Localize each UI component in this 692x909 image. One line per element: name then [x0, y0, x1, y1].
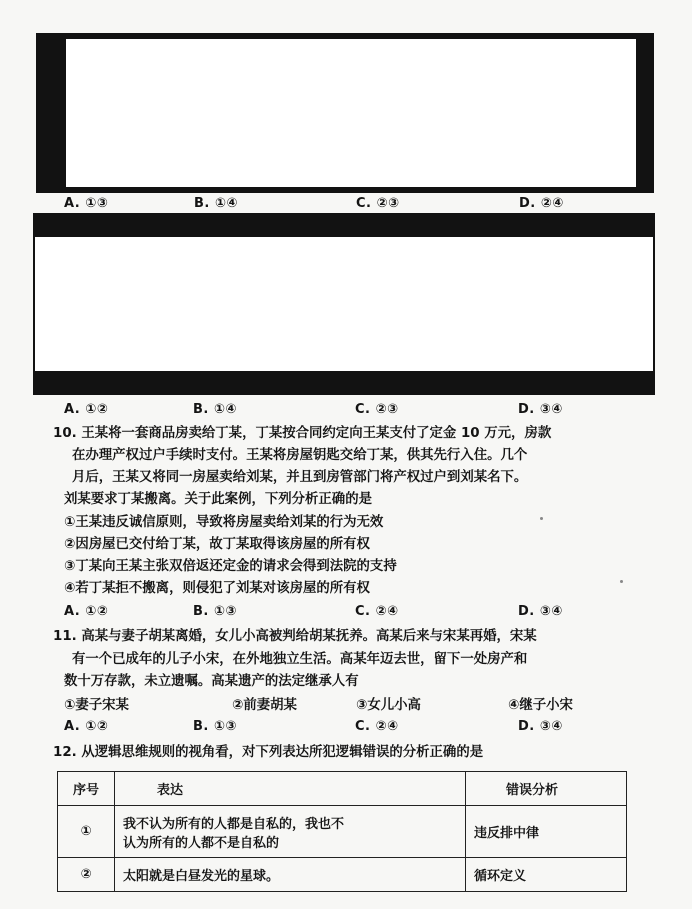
q10-choice-1: ①王某违反诚信原则，导致将房屋卖给刘某的行为无效 — [64, 515, 384, 530]
row-expression: 太阳就是白昼发光的星球。 — [115, 858, 466, 892]
q10-line-1: 10. 王某将一套商品房卖给丁某，丁某按合同约定向王某支付了定金 10 万元，房款 — [53, 426, 552, 441]
q10-option-d: D. ③④ — [518, 604, 563, 619]
q9-option-c: C. ②③ — [355, 402, 399, 417]
q10-choice-3: ③丁某向王某主张双倍返还定金的请求会得到法院的支持 — [64, 559, 397, 574]
q11-option-b: B. ①③ — [193, 719, 237, 734]
row-expression-line: 认为所有的人都不是自私的 — [123, 835, 280, 851]
row-analysis: 违反排中律 — [466, 806, 627, 858]
q11-option-c: C. ②④ — [355, 719, 399, 734]
row-analysis: 循环定义 — [466, 858, 627, 892]
row-number: ① — [58, 806, 115, 858]
row-number: ② — [58, 858, 115, 892]
redacted-figure-middle-panel — [35, 237, 653, 371]
q10-line-2: 在办理产权过户手续时支付。王某将房屋钥匙交给丁某，供其先行入住。几个 — [72, 448, 528, 463]
q11-choice-2: ②前妻胡某 — [232, 698, 297, 713]
q11-line-2: 有一个已成年的儿子小宋，在外地独立生活。高某年迈去世，留下一处房产和 — [72, 652, 528, 667]
header-analysis: 错误分析 — [466, 772, 627, 806]
q8-option-c: C. ②③ — [356, 196, 400, 211]
q9-option-a: A. ①② — [64, 402, 109, 417]
q11-option-d: D. ③④ — [518, 719, 563, 734]
q11-option-a: A. ①② — [64, 719, 109, 734]
table-header-row — [58, 772, 627, 806]
q8-option-a: A. ①③ — [64, 196, 109, 211]
table-row — [58, 858, 627, 892]
logic-error-table — [57, 771, 627, 892]
q11-line-3: 数十万存款，未立遗嘱。高某遗产的法定继承人有 — [64, 674, 359, 689]
q10-line-4: 刘某要求丁某搬离。关于此案例，下列分析正确的是 — [64, 492, 372, 507]
q10-option-b: B. ①③ — [193, 604, 237, 619]
scan-speck — [540, 517, 543, 520]
header-expression: 表达 — [115, 772, 466, 806]
q10-line-3: 月后，王某又将同一房屋卖给刘某，并且到房管部门将产权过户到刘某名下。 — [72, 470, 528, 485]
q11-choice-1: ①妻子宋某 — [64, 698, 129, 713]
q10-choice-2: ②因房屋已交付给丁某，故丁某取得该房屋的所有权 — [64, 537, 370, 552]
header-number: 序号 — [58, 772, 115, 806]
q11-choice-3: ③女儿小高 — [356, 698, 421, 713]
redacted-figure-top-panel — [66, 39, 636, 187]
q11-choice-4: ④继子小宋 — [508, 698, 573, 713]
q10-choice-4: ④若丁某拒不搬离，则侵犯了刘某对该房屋的所有权 — [64, 581, 370, 596]
q10-option-a: A. ①② — [64, 604, 109, 619]
table-row — [58, 806, 627, 858]
row-expression-line: 我不认为所有的人都是自私的，我也不 — [123, 816, 345, 832]
q11-line-1: 11. 高某与妻子胡某离婚，女儿小高被判给胡某抚养。高某后来与宋某再婚，宋某 — [53, 629, 537, 644]
q8-option-b: B. ①④ — [194, 196, 238, 211]
q10-option-c: C. ②④ — [355, 604, 399, 619]
q9-option-d: D. ③④ — [518, 402, 563, 417]
row-expression — [115, 806, 466, 858]
q12-stem: 12. 从逻辑思维规则的视角看，对下列表达所犯逻辑错误的分析正确的是 — [53, 745, 484, 760]
q8-option-d: D. ②④ — [519, 196, 564, 211]
q9-option-b: B. ①④ — [193, 402, 237, 417]
scan-speck — [620, 580, 623, 583]
